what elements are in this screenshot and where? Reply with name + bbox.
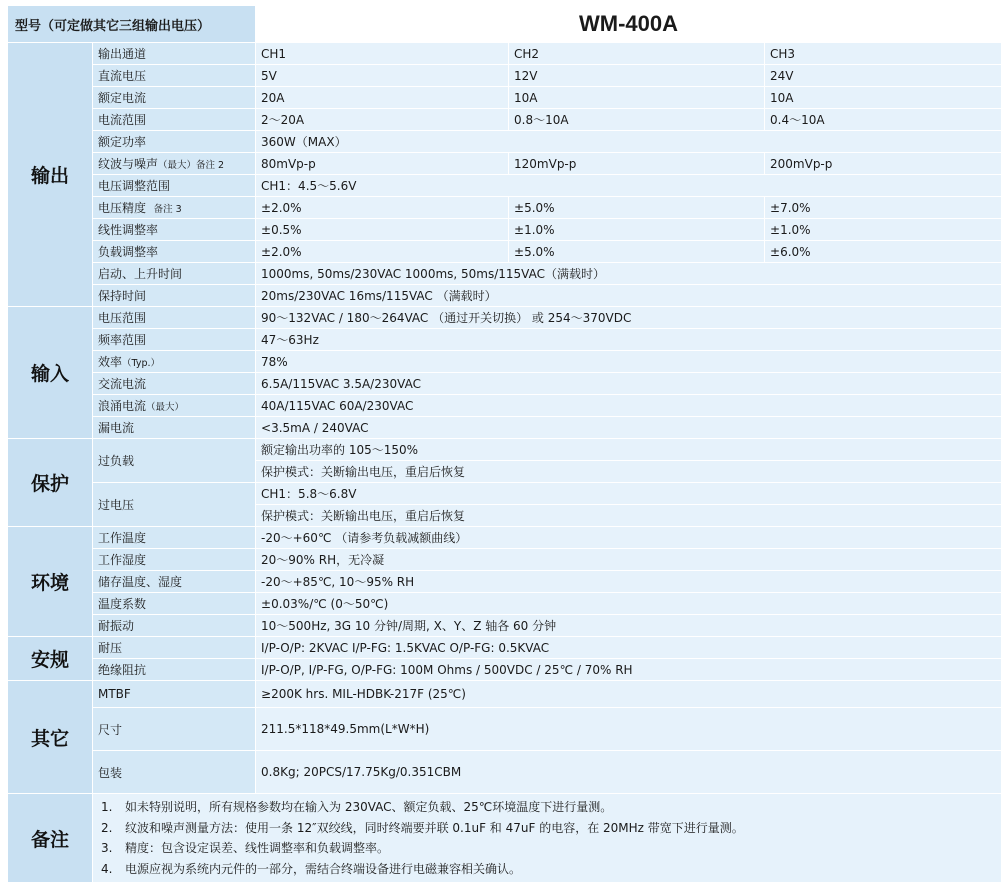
row-label: MTBF — [93, 681, 256, 708]
row-label: 交流电流 — [93, 373, 256, 395]
cell: 12V — [509, 65, 765, 87]
table-row — [8, 87, 1002, 109]
table-row — [8, 751, 1002, 794]
cell: 40A/115VAC 60A/230VAC — [256, 395, 1002, 417]
cell: CH1 — [256, 43, 509, 65]
table-row — [8, 65, 1002, 87]
cell: 10A — [765, 87, 1002, 109]
cell: 47～63Hz — [256, 329, 1002, 351]
cell: ±7.0% — [765, 197, 1002, 219]
cell: ±5.0% — [509, 197, 765, 219]
row-label: 尺寸 — [93, 708, 256, 751]
header-row — [8, 6, 1002, 43]
cell: CH1：4.5～5.6V — [256, 175, 1002, 197]
row-label — [93, 351, 256, 373]
label-text: 浪涌电流 — [98, 399, 147, 413]
table-row — [8, 351, 1002, 373]
label-note: （最大）备注 2 — [158, 160, 225, 171]
cell: 90～132VAC / 180～264VAC （通过开关切换） 或 254～370VDC — [256, 307, 1002, 329]
section-input-title: 输入 — [8, 307, 93, 439]
cell: 78% — [256, 351, 1002, 373]
note-item — [101, 818, 1001, 839]
row-label: 电压调整范围 — [93, 175, 256, 197]
cell: 24V — [765, 65, 1002, 87]
note-text: 如未特别说明，所有规格参数均在输入为 230VAC、额定负载、25℃环境温度下进行量测。 — [125, 800, 613, 814]
row-label: 包装 — [93, 751, 256, 794]
cell: 20A — [256, 87, 509, 109]
note-text: 精度：包含设定误差、线性调整率和负载调整率。 — [125, 841, 390, 855]
cell: ±6.0% — [765, 241, 1002, 263]
table-row — [8, 285, 1002, 307]
cell: 200mVp-p — [765, 153, 1002, 175]
row-label — [93, 395, 256, 417]
row-label: 储存温度、湿度 — [93, 571, 256, 593]
table-row — [8, 307, 1002, 329]
table-row — [8, 571, 1002, 593]
table-row — [8, 708, 1002, 751]
row-label: 电压范围 — [93, 307, 256, 329]
cell: ±1.0% — [509, 219, 765, 241]
table-row — [8, 659, 1002, 681]
table-row — [8, 637, 1002, 659]
section-protection-title: 保护 — [8, 439, 93, 527]
cell: 1000ms, 50ms/230VAC 1000ms, 50ms/115VAC（满载时） — [256, 263, 1002, 285]
table-row — [8, 527, 1002, 549]
cell: ±2.0% — [256, 197, 509, 219]
row-label: 直流电压 — [93, 65, 256, 87]
table-row — [8, 794, 1002, 883]
cell: 10A — [509, 87, 765, 109]
cell: 211.5*118*49.5mm(L*W*H) — [256, 708, 1002, 751]
spec-table — [7, 5, 1002, 883]
table-row — [8, 131, 1002, 153]
row-label: 输出通道 — [93, 43, 256, 65]
row-label: 耐振动 — [93, 615, 256, 637]
cell: 2～20A — [256, 109, 509, 131]
note-item — [101, 797, 1001, 818]
cell: 0.8～10A — [509, 109, 765, 131]
label-note: （最大） — [146, 402, 185, 413]
note-text: 纹波和噪声测量方法：使用一条 12″双绞线，同时终端要并联 0.1uF 和 47uF 的电容，在 20MHz 带宽下进行量测。 — [125, 820, 744, 835]
table-row — [8, 263, 1002, 285]
cell: ±2.0% — [256, 241, 509, 263]
row-label: 绝缘阻抗 — [93, 659, 256, 681]
row-label: 电流范围 — [93, 109, 256, 131]
cell: ±0.03%/℃ (0～50℃) — [256, 593, 1002, 615]
cell: ±1.0% — [765, 219, 1002, 241]
cell: 保护模式：关断输出电压，重启后恢复 — [256, 461, 1002, 483]
cell: 0.8Kg; 20PCS/17.75Kg/0.351CBM — [256, 751, 1002, 794]
label-note: 备注 3 — [153, 204, 182, 215]
table-row — [8, 197, 1002, 219]
note-item — [101, 859, 1001, 880]
notes-list — [93, 794, 1002, 883]
label-note: （Typ.） — [122, 358, 161, 369]
label-text: 电压精度 — [98, 201, 147, 215]
row-label — [93, 197, 256, 219]
row-label: 启动、上升时间 — [93, 263, 256, 285]
cell: CH3 — [765, 43, 1002, 65]
cell: 20～90% RH，无冷凝 — [256, 549, 1002, 571]
row-label: 额定电流 — [93, 87, 256, 109]
table-row — [8, 219, 1002, 241]
row-label: 温度系数 — [93, 593, 256, 615]
section-other-title: 其它 — [8, 681, 93, 794]
cell: 20ms/230VAC 16ms/115VAC （满载时） — [256, 285, 1002, 307]
table-row — [8, 439, 1002, 461]
row-label: 保持时间 — [93, 285, 256, 307]
cell: ≥200K hrs. MIL-HDBK-217F (25℃) — [256, 681, 1002, 708]
note-number: 4. — [101, 861, 113, 876]
label-text: 纹波与噪声 — [98, 157, 159, 171]
row-label: 线性调整率 — [93, 219, 256, 241]
cell: 6.5A/115VAC 3.5A/230VAC — [256, 373, 1002, 395]
cell: <3.5mA / 240VAC — [256, 417, 1002, 439]
row-label — [93, 153, 256, 175]
cell: 360W（MAX） — [256, 131, 1002, 153]
note-number: 2. — [101, 820, 113, 835]
table-row — [8, 615, 1002, 637]
row-label: 耐压 — [93, 637, 256, 659]
table-row — [8, 417, 1002, 439]
row-label: 负载调整率 — [93, 241, 256, 263]
label-text: 效率 — [98, 355, 123, 369]
row-label: 过电压 — [93, 483, 256, 527]
note-number: 1. — [101, 800, 113, 814]
cell: 0.4～10A — [765, 109, 1002, 131]
section-notes-title: 备注 — [8, 794, 93, 883]
section-environment-title: 环境 — [8, 527, 93, 637]
row-label: 频率范围 — [93, 329, 256, 351]
table-row — [8, 549, 1002, 571]
table-row — [8, 175, 1002, 197]
table-row — [8, 483, 1002, 505]
cell: ±0.5% — [256, 219, 509, 241]
row-label: 额定功率 — [93, 131, 256, 153]
cell: I/P-O/P, I/P-FG, O/P-FG: 100M Ohms / 500VDC / 25℃ / 70% RH — [256, 659, 1002, 681]
table-row — [8, 395, 1002, 417]
row-label: 工作温度 — [93, 527, 256, 549]
table-row — [8, 681, 1002, 708]
cell: 120mVp-p — [509, 153, 765, 175]
cell: -20～+60℃ （请参考负载减额曲线） — [256, 527, 1002, 549]
row-label: 过负载 — [93, 439, 256, 483]
row-label: 工作湿度 — [93, 549, 256, 571]
model-name: WM-400A — [256, 6, 1002, 43]
section-safety-title: 安规 — [8, 637, 93, 681]
cell: CH2 — [509, 43, 765, 65]
table-row — [8, 593, 1002, 615]
note-text: 电源应视为系统内元件的一部分，需结合终端设备进行电磁兼容相关确认。 — [125, 861, 522, 876]
table-row — [8, 153, 1002, 175]
cell: 80mVp-p — [256, 153, 509, 175]
model-label: 型号（可定做其它三组输出电压） — [8, 6, 256, 43]
table-row — [8, 329, 1002, 351]
cell: CH1：5.8～6.8V — [256, 483, 1002, 505]
note-item — [101, 838, 1001, 859]
table-row — [8, 43, 1002, 65]
table-row — [8, 109, 1002, 131]
row-label: 漏电流 — [93, 417, 256, 439]
table-row — [8, 373, 1002, 395]
cell: ±5.0% — [509, 241, 765, 263]
cell: 保护模式：关断输出电压，重启后恢复 — [256, 505, 1002, 527]
cell: -20～+85℃, 10～95% RH — [256, 571, 1002, 593]
section-output-title: 输出 — [8, 43, 93, 307]
cell: 额定输出功率的 105～150% — [256, 439, 1002, 461]
table-row — [8, 241, 1002, 263]
note-number: 3. — [101, 841, 113, 855]
cell: I/P-O/P: 2KVAC I/P-FG: 1.5KVAC O/P-FG: 0.5KVAC — [256, 637, 1002, 659]
cell: 5V — [256, 65, 509, 87]
cell: 10～500Hz, 3G 10 分钟/周期, X、Y、Z 轴各 60 分钟 — [256, 615, 1002, 637]
